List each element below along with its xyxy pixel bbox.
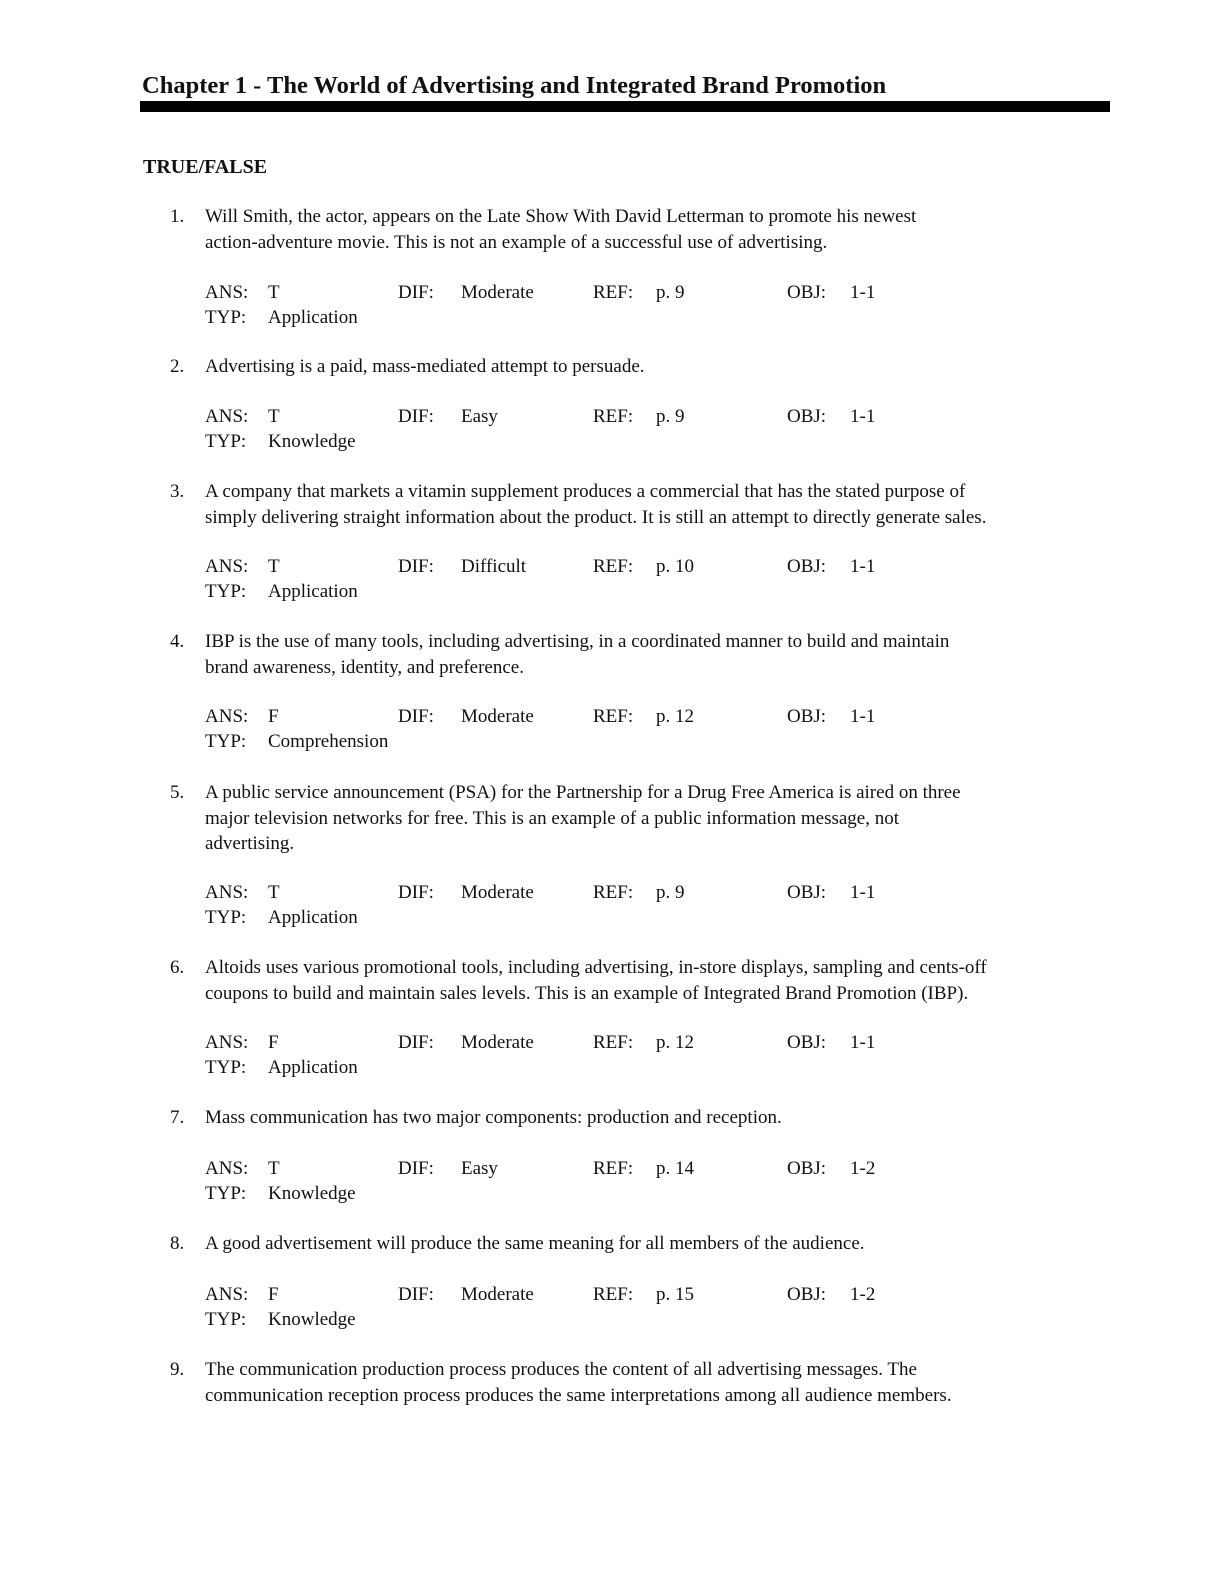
- obj-value: 1-1: [850, 556, 876, 577]
- question-text: [205, 1231, 1110, 1257]
- obj-value: 1-2: [850, 1158, 876, 1179]
- ans-value: F: [268, 1284, 279, 1305]
- ans-label: ANS:: [205, 406, 249, 427]
- dif-value: Moderate: [461, 1284, 534, 1305]
- ans-value: F: [268, 1032, 279, 1053]
- ans-label: ANS:: [205, 1032, 249, 1053]
- question-line: A good advertisement will produce the same meaning for all members of the audience.: [205, 1233, 865, 1254]
- typ-label: TYP:: [205, 907, 247, 928]
- ans-label: ANS:: [205, 882, 249, 903]
- typ-value: Application: [268, 307, 358, 328]
- dif-value: Difficult: [461, 556, 527, 577]
- obj-value: 1-1: [850, 282, 876, 303]
- obj-label: OBJ:: [787, 282, 827, 303]
- question-line: major television networks for free. This is an example of a public information message, not: [205, 807, 900, 829]
- question-number: 4.: [170, 631, 185, 652]
- dif-value: Moderate: [461, 1032, 534, 1053]
- obj-value: 1-1: [850, 706, 876, 727]
- ans-label: ANS:: [205, 1158, 249, 1179]
- ref-value: p. 9: [656, 406, 685, 427]
- ref-value: p. 12: [656, 1032, 694, 1053]
- question-line: brand awareness, identity, and preference.: [205, 656, 524, 678]
- typ-label: TYP:: [205, 581, 247, 602]
- ans-value: T: [268, 1158, 280, 1179]
- dif-value: Moderate: [461, 282, 534, 303]
- dif-value: Moderate: [461, 706, 534, 727]
- question-number: 6.: [170, 957, 185, 978]
- question-line: action-adventure movie. This is not an example of a successful use of advertising.: [205, 231, 828, 253]
- chapter-title: Chapter 1 - The World of Advertising and Integrated Brand Promotion: [142, 72, 887, 99]
- question-number: 2.: [170, 356, 185, 377]
- ans-value: T: [268, 282, 280, 303]
- typ-value: Knowledge: [268, 431, 356, 452]
- obj-label: OBJ:: [787, 406, 827, 427]
- ans-value: T: [268, 882, 280, 903]
- typ-value: Knowledge: [268, 1309, 356, 1330]
- typ-label: TYP:: [205, 731, 247, 752]
- typ-label: TYP:: [205, 1309, 247, 1330]
- ans-value: T: [268, 556, 280, 577]
- dif-value: Moderate: [461, 882, 534, 903]
- question-line: A company that markets a vitamin supplement produces a commercial that has the stated purpose of: [205, 481, 966, 502]
- question-line: Will Smith, the actor, appears on the Late Show With David Letterman to promote his newest: [205, 206, 917, 227]
- section-heading: TRUE/FALSE: [143, 156, 268, 178]
- obj-label: OBJ:: [787, 706, 827, 727]
- question-line: IBP is the use of many tools, including advertising, in a coordinated manner to build and maintain: [205, 631, 950, 652]
- obj-value: 1-2: [850, 1284, 876, 1305]
- ref-label: REF:: [593, 282, 634, 303]
- ref-value: p. 10: [656, 556, 694, 577]
- question-line: The communication production process produces the content of all advertising messages. The: [205, 1359, 917, 1380]
- question-text: [205, 955, 1110, 1006]
- dif-label: DIF:: [398, 406, 434, 427]
- question-number: 7.: [170, 1107, 185, 1128]
- obj-label: OBJ:: [787, 882, 827, 903]
- ans-value: F: [268, 706, 279, 727]
- ref-label: REF:: [593, 406, 634, 427]
- ref-label: REF:: [593, 556, 634, 577]
- typ-value: Application: [268, 907, 358, 928]
- question-number: 9.: [170, 1359, 185, 1380]
- ref-label: REF:: [593, 882, 634, 903]
- obj-label: OBJ:: [787, 1158, 827, 1179]
- typ-value: Application: [268, 1057, 358, 1078]
- ref-value: p. 15: [656, 1284, 694, 1305]
- ref-value: p. 12: [656, 706, 694, 727]
- question-line: simply delivering straight information about the product. It is still an attempt to directly generate sales.: [205, 506, 987, 528]
- typ-value: Knowledge: [268, 1183, 356, 1204]
- question-line: Advertising is a paid, mass-mediated attempt to persuade.: [205, 356, 645, 377]
- ans-value: T: [268, 406, 280, 427]
- question-line: coupons to build and maintain sales levels. This is an example of Integrated Brand Promotion (IBP).: [205, 982, 969, 1004]
- dif-label: DIF:: [398, 1032, 434, 1053]
- question-line: Altoids uses various promotional tools, including advertising, in-store displays, sampling and cents-off: [205, 957, 987, 978]
- question-text: [205, 479, 1110, 530]
- typ-value: Application: [268, 581, 358, 602]
- question-text: [205, 1357, 1110, 1408]
- ref-label: REF:: [593, 1284, 634, 1305]
- question-text: [205, 629, 1110, 680]
- question-text: [205, 354, 1110, 380]
- typ-label: TYP:: [205, 307, 247, 328]
- ref-value: p. 9: [656, 882, 685, 903]
- question-line: advertising.: [205, 833, 295, 854]
- obj-label: OBJ:: [787, 1032, 827, 1053]
- question-number: 5.: [170, 782, 185, 803]
- dif-value: Easy: [461, 406, 498, 427]
- question-line: A public service announcement (PSA) for the Partnership for a Drug Free America is aired on three: [205, 782, 961, 803]
- question-text: [205, 204, 1110, 255]
- typ-label: TYP:: [205, 431, 247, 452]
- typ-label: TYP:: [205, 1057, 247, 1078]
- dif-label: DIF:: [398, 556, 434, 577]
- dif-value: Easy: [461, 1158, 498, 1179]
- obj-label: OBJ:: [787, 556, 827, 577]
- question-text: [205, 780, 1110, 857]
- dif-label: DIF:: [398, 706, 434, 727]
- ref-value: p. 9: [656, 282, 685, 303]
- question-line: Mass communication has two major components: production and reception.: [205, 1107, 782, 1128]
- obj-value: 1-1: [850, 406, 876, 427]
- title-rule: [140, 101, 1110, 112]
- ans-label: ANS:: [205, 1284, 249, 1305]
- ref-label: REF:: [593, 1032, 634, 1053]
- ref-label: REF:: [593, 706, 634, 727]
- ref-value: p. 14: [656, 1158, 694, 1179]
- dif-label: DIF:: [398, 1284, 434, 1305]
- dif-label: DIF:: [398, 1158, 434, 1179]
- obj-value: 1-1: [850, 1032, 876, 1053]
- obj-value: 1-1: [850, 882, 876, 903]
- ans-label: ANS:: [205, 556, 249, 577]
- ans-label: ANS:: [205, 282, 249, 303]
- obj-label: OBJ:: [787, 1284, 827, 1305]
- typ-value: Comprehension: [268, 731, 389, 752]
- question-number: 3.: [170, 481, 185, 502]
- question-number: 1.: [170, 206, 185, 227]
- dif-label: DIF:: [398, 282, 434, 303]
- ans-label: ANS:: [205, 706, 249, 727]
- ref-label: REF:: [593, 1158, 634, 1179]
- question-number: 8.: [170, 1233, 185, 1254]
- typ-label: TYP:: [205, 1183, 247, 1204]
- question-line: communication reception process produces the same interpretations among all audience members.: [205, 1384, 952, 1406]
- dif-label: DIF:: [398, 882, 434, 903]
- question-text: [205, 1105, 1110, 1131]
